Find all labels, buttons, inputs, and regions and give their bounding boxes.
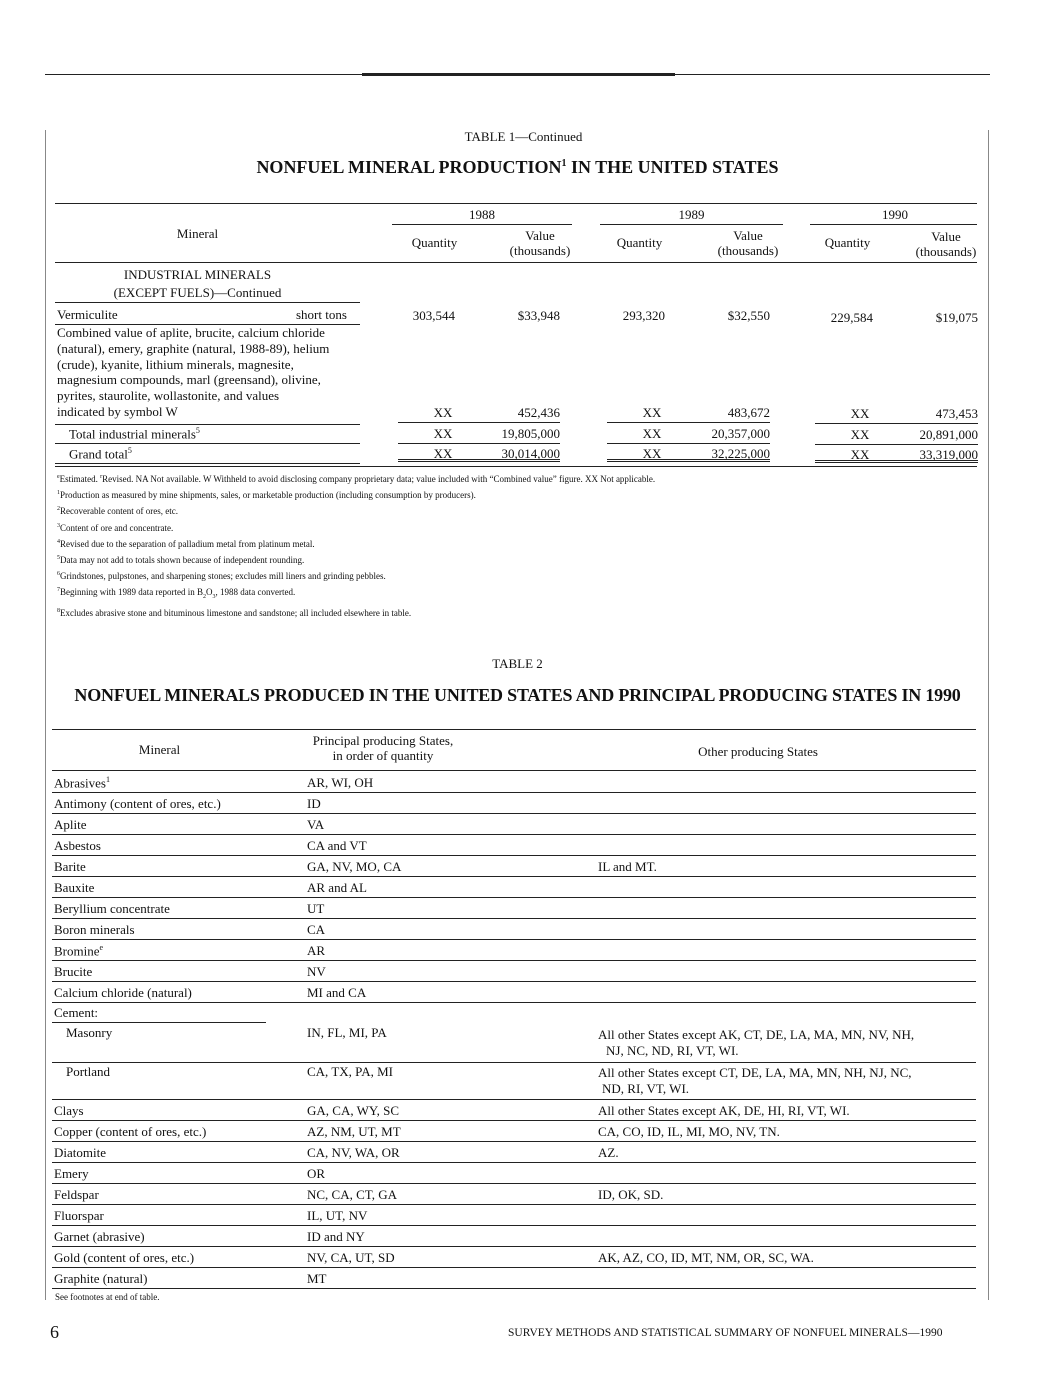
vermiculite-q1989: 293,320 <box>622 308 665 323</box>
col-principal-line1: Principal producing States, <box>312 733 454 748</box>
row-mineral <box>54 943 103 959</box>
row-mineral: Copper (content of ores, etc.) <box>54 1124 207 1139</box>
table-row <box>52 898 976 919</box>
combined-line: indicated by symbol W <box>57 403 178 419</box>
section-line2: (EXCEPT FUELS)—Continued <box>113 285 282 300</box>
table1-subheader-rule <box>55 262 977 263</box>
footnote-5 <box>57 551 987 567</box>
row-mineral: Fluorspar <box>54 1208 104 1223</box>
masonry-principal: IN, FL, MI, PA <box>307 1025 387 1040</box>
footnote-sup: 4 <box>57 538 60 545</box>
total-rule <box>55 443 360 444</box>
col-mineral-header: Mineral <box>176 226 219 241</box>
v1989-header <box>702 228 794 258</box>
footnote-7 <box>57 583 987 604</box>
combined-underline <box>815 423 978 424</box>
row-mineral: Antimony (content of ores, etc.) <box>54 796 221 811</box>
vermiculite-name: Vermiculite <box>57 307 118 322</box>
grand-q1988: XX <box>433 446 453 461</box>
grand-v1989: 32,225,000 <box>711 446 770 461</box>
row-mineral: Clays <box>54 1103 84 1118</box>
table1-bottom-rule <box>55 466 977 467</box>
portland-principal: CA, TX, PA, MI <box>307 1064 393 1079</box>
v1990-unit: (thousands) <box>915 244 977 259</box>
footnote-text: Recoverable content of ores, etc. <box>60 506 178 517</box>
year-1990-rule <box>810 224 977 225</box>
section-line1: INDUSTRIAL MINERALS <box>123 267 272 282</box>
total-v1988: 19,805,000 <box>501 426 560 441</box>
grand-v1990: 33,319,000 <box>919 447 978 462</box>
footnote-text: Excludes abrasive stone and bituminous limestone and sandstone; all included elsewhere in table. <box>60 608 412 619</box>
footnote-1 <box>57 486 987 502</box>
combined-q1989: XX <box>642 405 662 420</box>
grand-double-rule <box>398 459 560 462</box>
section-rule <box>55 302 360 303</box>
q1989-header: Quantity <box>616 235 663 250</box>
row-mineral: Bauxite <box>54 880 95 895</box>
combined-label <box>57 325 377 420</box>
footnote-sup: e <box>57 474 60 480</box>
right-margin-rule <box>988 130 989 1300</box>
masonry-other-line2: NJ, NC, ND, RI, VT, WI. <box>606 1043 739 1058</box>
footnote-sup: 1 <box>57 490 60 497</box>
total-name: Total industrial minerals <box>69 426 196 442</box>
cement-label: Cement: <box>54 1005 99 1020</box>
table-row <box>52 940 976 961</box>
footnote-6 <box>57 567 987 583</box>
grand-sup: 5 <box>127 446 132 455</box>
grand-double-rule <box>607 459 770 462</box>
masonry-rule <box>52 1062 976 1063</box>
year-1988: 1988 <box>469 207 495 222</box>
row-mineral: Garnet (abrasive) <box>54 1229 145 1244</box>
grand-label <box>69 446 132 462</box>
row-principal: NV <box>307 964 326 979</box>
footnote-text: , 1988 data converted. <box>215 587 296 598</box>
footnote-sup: r <box>100 474 103 480</box>
total-label <box>69 426 200 442</box>
v1988-header <box>495 228 585 258</box>
total-underline <box>607 443 770 444</box>
footnote-text: Grindstones, pulpstones, and sharpening stones; excludes mill liners and grinding pebbles. <box>60 571 386 582</box>
row-principal: AZ, NM, UT, MT <box>307 1124 401 1139</box>
table-row <box>52 1226 976 1247</box>
row-principal: NC, CA, CT, GA <box>307 1187 398 1202</box>
see-footnotes: See footnotes at end of table. <box>55 1292 160 1302</box>
table1-title: NONFUEL MINERAL PRODUCTION$^1$ IN THE UNITED STATES <box>256 157 779 177</box>
table-row <box>52 1268 976 1289</box>
year-1989-rule <box>600 224 783 225</box>
left-margin-rule <box>45 130 46 1300</box>
row-mineral: Graphite (natural) <box>54 1271 148 1286</box>
grand-v1988: 30,014,000 <box>501 446 560 461</box>
row-principal: CA, NV, WA, OR <box>307 1145 400 1160</box>
table-row <box>52 961 976 982</box>
vermiculite-q1990: 229,584 <box>830 310 873 325</box>
v1989-label: Value <box>733 228 763 243</box>
table2-col-other: Other producing States <box>698 744 818 759</box>
masonry-other <box>598 1027 914 1059</box>
footnote-sup: 8 <box>57 608 60 615</box>
row-principal: ID and NY <box>307 1229 365 1244</box>
footnote-text: Production as measured by mine shipments, sales, or marketable production (including consumption by producers). <box>60 490 476 501</box>
vermiculite-v1988: $33,948 <box>517 308 560 323</box>
table-row <box>52 982 976 1003</box>
table2-title: NONFUEL MINERALS PRODUCED IN THE UNITED STATES AND PRINCIPAL PRODUCING STATES IN 1990 <box>74 685 961 705</box>
mineral-name: Bromine <box>54 943 100 959</box>
row-mineral: Emery <box>54 1166 89 1181</box>
v1988-unit: (thousands) <box>509 243 571 258</box>
footnote-sub: 3 <box>212 594 216 601</box>
combined-line: (crude), kyanite, lithium minerals, magnesite, <box>57 356 294 372</box>
mineral-sup: 1 <box>106 775 110 784</box>
footnote-8 <box>57 604 987 620</box>
v1989-unit: (thousands) <box>717 243 779 258</box>
table-row <box>52 1100 976 1121</box>
table1-caption: TABLE 1—Continued <box>464 129 583 144</box>
row-mineral: Diatomite <box>54 1145 106 1160</box>
row-mineral: Beryllium concentrate <box>54 901 170 916</box>
row-principal: GA, NV, MO, CA <box>307 859 402 874</box>
row-other: CA, CO, ID, IL, MI, MO, NV, TN. <box>598 1124 780 1139</box>
cement-rule <box>52 1022 266 1023</box>
table2-subheader-rule <box>52 770 976 771</box>
footnote-4 <box>57 535 987 551</box>
footnote-text: Data may not add to totals shown because of independent rounding. <box>60 555 305 566</box>
total-q1990: XX <box>850 427 870 442</box>
row-principal: CA <box>307 922 326 937</box>
row-mineral: Aplite <box>54 817 87 832</box>
total-underline <box>815 444 978 445</box>
row-mineral: Brucite <box>54 964 93 979</box>
footnote-sup: 2 <box>57 506 60 513</box>
q1988-header: Quantity <box>411 235 458 250</box>
row-mineral: Feldspar <box>54 1187 99 1202</box>
total-v1989: 20,357,000 <box>711 426 770 441</box>
portland-other-line1: All other States except CT, DE, LA, MA, MN, NH, NJ, NC, <box>598 1065 912 1080</box>
combined-v1988: 452,436 <box>517 405 560 420</box>
row-mineral: Barite <box>54 859 86 874</box>
v1990-label: Value <box>931 229 961 244</box>
row-mineral <box>54 775 110 791</box>
vermiculite-v1990: $19,075 <box>935 310 978 325</box>
row-principal: CA and VT <box>307 838 367 853</box>
total-v1990: 20,891,000 <box>919 427 978 442</box>
table-row <box>52 1142 976 1163</box>
row-principal: AR <box>307 943 326 958</box>
combined-line: magnesium compounds, marl (greensand), olivine, <box>57 372 321 388</box>
page-number: 6 <box>50 1322 59 1342</box>
footnote-sup: 7 <box>57 587 60 594</box>
footnote-sup: 6 <box>57 571 60 578</box>
grand-name: Grand total <box>69 446 128 462</box>
table-row <box>52 835 976 856</box>
footnote-text: Revised due to the separation of palladium metal from platinum metal. <box>60 538 315 549</box>
col-principal-line2: in order of quantity <box>332 748 434 763</box>
footnote-text: Content of ore and concentrate. <box>60 522 174 533</box>
table-row <box>52 1184 976 1205</box>
grand-double-rule <box>815 460 978 463</box>
combined-v1989: 483,672 <box>727 405 770 420</box>
v1988-label: Value <box>525 228 555 243</box>
combined-v1990: 473,453 <box>935 406 978 421</box>
combined-line: pyrites, staurolite, wollastonite, and values <box>57 388 280 404</box>
footnote-3 <box>57 519 987 535</box>
table2-col-mineral: Mineral <box>138 742 181 757</box>
masonry-mineral: Masonry <box>66 1025 113 1040</box>
row-other: AZ. <box>598 1145 619 1160</box>
table-row <box>52 814 976 835</box>
combined-underline <box>607 422 770 423</box>
grand-q1990: XX <box>850 447 870 462</box>
combined-line: Combined value of aplite, brucite, calcium chloride <box>57 325 325 340</box>
footnote-2 <box>57 502 987 518</box>
q1990-header: Quantity <box>824 235 871 250</box>
combined-line: (natural), emery, graphite (natural, 1988-89), helium <box>57 340 330 356</box>
table-row <box>52 1163 976 1184</box>
vermiculite-v1989: $32,550 <box>727 308 770 323</box>
year-1988-rule <box>392 224 572 225</box>
footnote-e <box>57 470 987 486</box>
total-sup: 5 <box>195 426 200 435</box>
v1990-header <box>900 229 992 259</box>
table-row <box>52 793 976 814</box>
row-principal: IL, UT, NV <box>307 1208 368 1223</box>
total-q1989: XX <box>642 426 662 441</box>
table-row <box>52 919 976 940</box>
row-principal: AR and AL <box>307 880 367 895</box>
row-other: All other States except AK, DE, HI, RI, VT, WI. <box>598 1103 850 1118</box>
row-principal: MT <box>307 1271 327 1286</box>
top-rule-thick <box>362 73 675 76</box>
mineral-sup: e <box>99 943 104 952</box>
masonry-other-line1: All other States except AK, CT, DE, LA, MA, MN, NV, NH, <box>598 1027 915 1042</box>
row-principal: ID <box>307 796 321 811</box>
section-header <box>55 266 340 302</box>
table1-header-rule <box>55 203 977 204</box>
footnote-sup: 3 <box>57 522 60 529</box>
row-mineral: Asbestos <box>54 838 101 853</box>
footnote-sub: 2 <box>202 594 206 601</box>
table-row <box>52 1247 976 1268</box>
table1-footnotes <box>57 470 987 621</box>
combined-rule <box>55 424 360 425</box>
footnote-text: O <box>205 587 213 598</box>
row-principal: OR <box>307 1166 326 1181</box>
portland-mineral: Portland <box>66 1064 111 1079</box>
combined-q1990: XX <box>850 406 870 421</box>
row-other: AK, AZ, CO, ID, MT, NM, OR, SC, WA. <box>598 1250 814 1265</box>
grand-q1989: XX <box>642 446 662 461</box>
table-row <box>52 877 976 898</box>
running-title: SURVEY METHODS AND STATISTICAL SUMMARY OF NONFUEL MINERALS—1990 <box>508 1327 943 1339</box>
total-underline <box>398 443 560 444</box>
portland-other <box>598 1065 912 1097</box>
row-other: IL and MT. <box>598 859 657 874</box>
row-principal: VA <box>307 817 325 832</box>
row-principal: UT <box>307 901 325 916</box>
vermiculite-unit: short tons <box>296 307 347 322</box>
row-mineral: Gold (content of ores, etc.) <box>54 1250 195 1265</box>
row-principal: MI and CA <box>307 985 367 1000</box>
footnote-text: Revised. NA Not available. W Withheld to avoid disclosing company proprietary data; value included with “Combined value” figure. XX Not applicable. <box>102 474 656 484</box>
grand-rule <box>55 463 360 464</box>
table2-caption: TABLE 2 <box>492 656 543 671</box>
row-principal: GA, CA, WY, SC <box>307 1103 399 1118</box>
year-1990: 1990 <box>882 207 908 222</box>
portland-other-line2: ND, RI, VT, WI. <box>602 1081 690 1096</box>
footnote-text: Beginning with 1989 data reported in B <box>60 587 203 598</box>
row-mineral: Boron minerals <box>54 922 135 937</box>
vermiculite-q1988: 303,544 <box>412 308 455 323</box>
table-row <box>52 1205 976 1226</box>
table-row <box>52 856 976 877</box>
row-mineral: Calcium chloride (natural) <box>54 985 192 1000</box>
row-principal: NV, CA, UT, SD <box>307 1250 395 1265</box>
table-row <box>52 1121 976 1142</box>
table-row <box>52 772 976 793</box>
row-principal: AR, WI, OH <box>307 775 374 790</box>
row-other: ID, OK, SD. <box>598 1187 664 1202</box>
combined-q1988: XX <box>433 405 453 420</box>
year-1989: 1989 <box>678 207 705 222</box>
total-q1988: XX <box>433 426 453 441</box>
footnote-text: Estimated. <box>59 474 101 484</box>
mineral-name: Abrasives <box>54 775 106 791</box>
table2-col-principal <box>298 733 468 763</box>
footnote-sup: 5 <box>57 555 60 562</box>
combined-underline <box>398 422 560 423</box>
table2-header-rule <box>52 729 976 730</box>
